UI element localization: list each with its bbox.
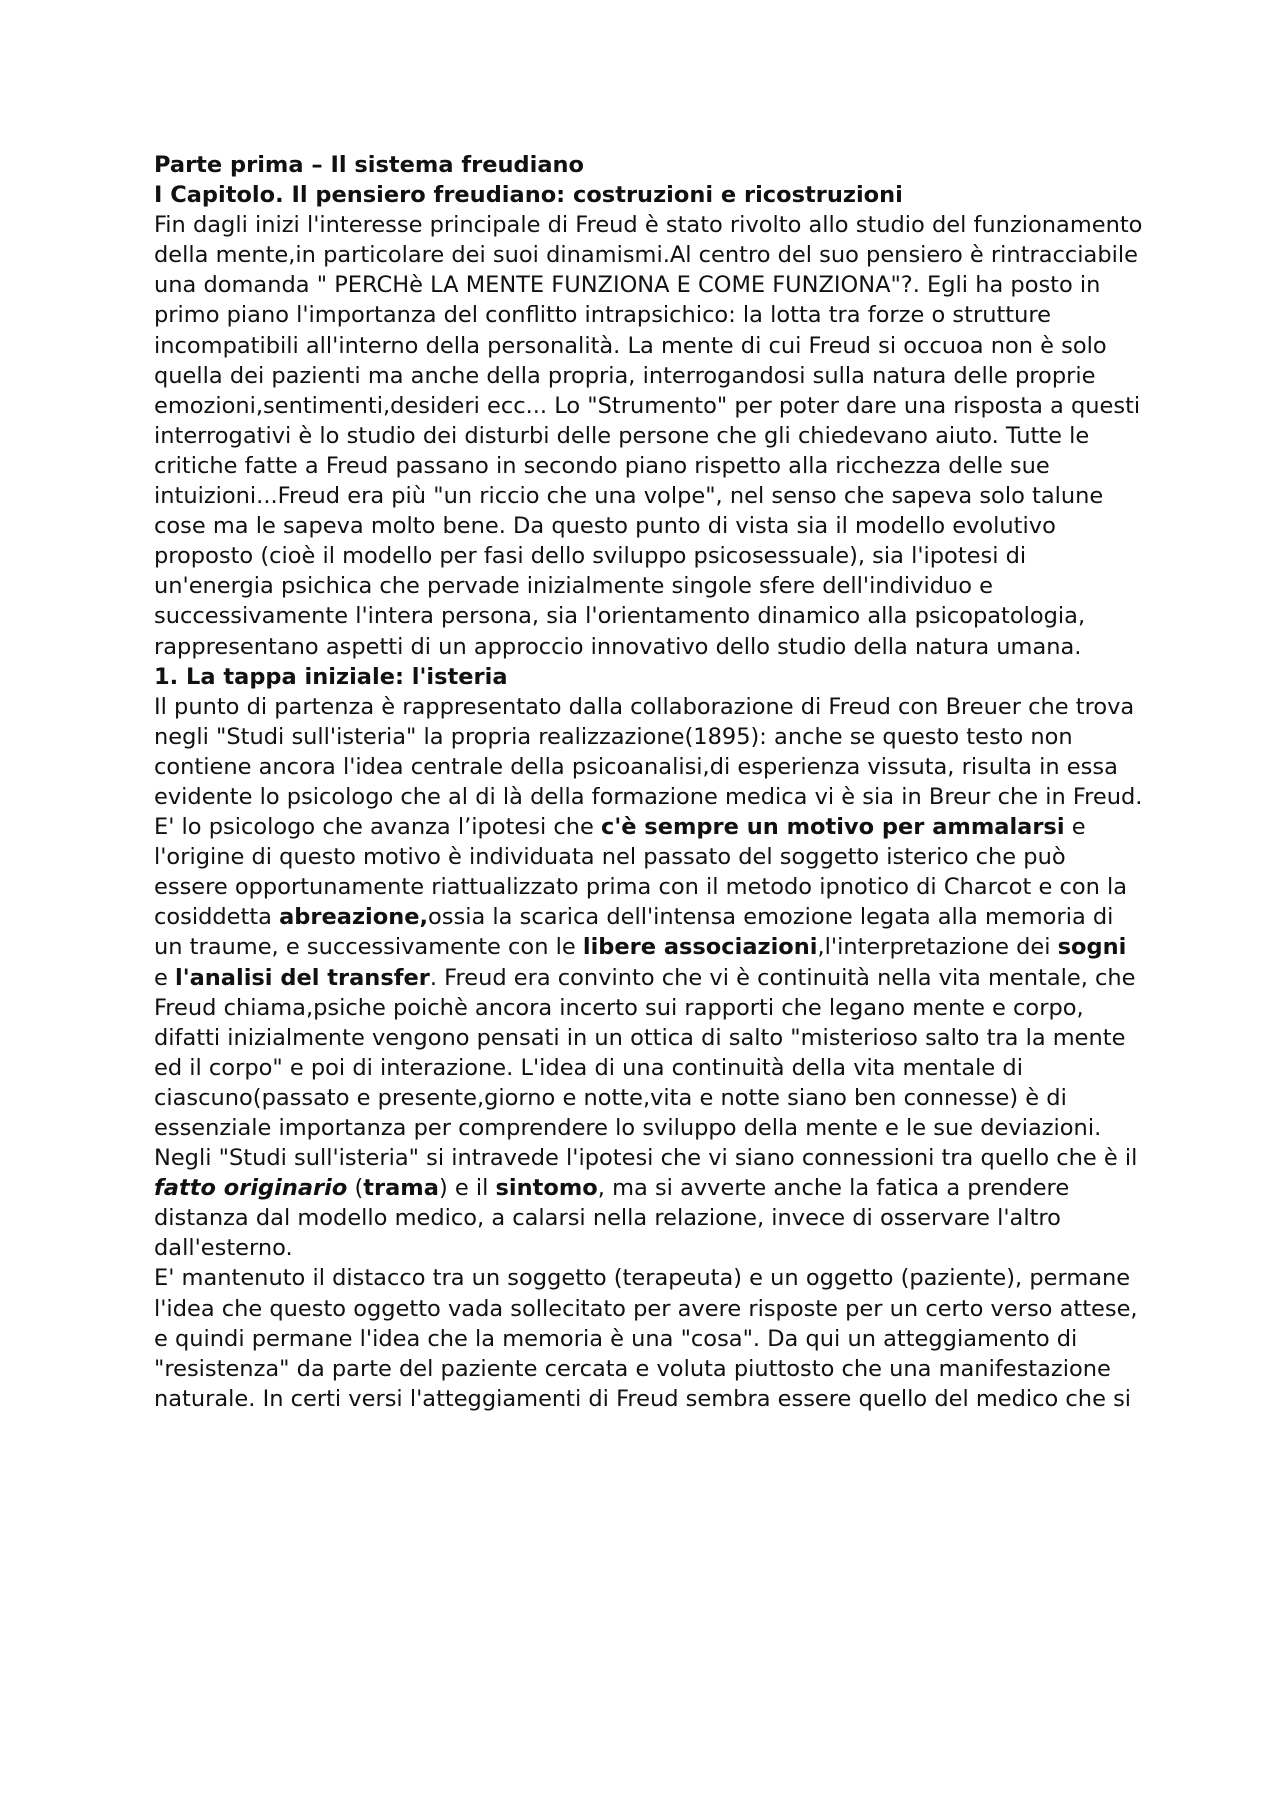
text-run: e l'origine di questo motivo è individuata nel passato del soggetto isterico che può essere opportunamente riattualizzato prima con il metodo ipnotico di Charcot e con la cosiddetta <box>154 814 1128 931</box>
bold-phrase: trama <box>363 1175 439 1202</box>
text-run: . Freud era convinto che vi è continuità nella vita mentale, che Freud chiama,psiche poichè ancora incerto sui rapporti che legano mente e corpo, difatti inizialmente vengono pensati in un ottica di salto "misterioso salto tra la mente ed il corpo" e poi di interazione. L'idea di una continuità della vita mentale di ciascuno(passato e presente,giorno e notte,vita e notte siano ben connesse) è di essenziale importanza per comprendere lo sviluppo della mente e le sue deviazioni. Negli "Studi sull'isteria" si intravede l'ipotesi che vi siano connessioni tra quello che è il <box>154 964 1138 1172</box>
bold-phrase: libere associazioni <box>582 934 818 961</box>
bold-phrase: sintomo <box>495 1175 598 1202</box>
section-title: 1. La tappa iniziale: l'isteria <box>154 663 508 690</box>
text-run: ) e il <box>438 1175 496 1202</box>
text-run: ( <box>347 1175 364 1202</box>
text-run: Il punto di partenza è rappresentato dalla collaborazione di Freud con Breuer che trova negli "Studi sull'isteria" la propria realizzazione(1895): anche se questo testo non contiene ancora l'idea centrale della psicoanalisi,di esperienza vissuta, risulta in essa evidente lo psicologo che al di là della formazione medica vi è sia in Breur che in Freud. E' lo psicologo che avanza l’ipotesi che <box>154 693 1143 841</box>
text-run: , ma si avverte anche la fatica a prendere distanza dal modello medico, a calarsi nella relazione, invece di osservare l'altro dall'esterno. <box>154 1175 1070 1262</box>
part-title: Parte prima – Il sistema freudiano <box>154 152 585 178</box>
text-run: ossia la scarica dell'intensa emozione legata alla memoria di un traume, e successivamente con le <box>154 904 1114 961</box>
final-paragraph: E' mantenuto il distacco tra un soggetto (terapeuta) e un oggetto (paziente), permane l'idea che questo oggetto vada sollecitato per avere risposte per un certo verso attese, e quindi permane l'idea che la memoria è una "cosa". Da qui un atteggiamento di "resistenza" da parte del paziente cercata e voluta piuttosto che una manifestazione naturale. In certi versi l'atteggiamenti di Freud sembra essere quello del medico che si <box>154 1265 1138 1412</box>
section-paragraph <box>154 692 1144 1264</box>
bold-italic-phrase: fatto originario <box>154 1175 348 1202</box>
text-run: e <box>154 964 175 991</box>
text-run: ,l'interpretazione dei <box>817 934 1058 961</box>
bold-phrase: abreazione, <box>279 904 429 931</box>
bold-phrase: sogni <box>1057 934 1127 961</box>
intro-paragraph: Fin dagli inizi l'interesse principale di Freud è stato rivolto allo studio del funzionamento della mente,in particolare dei suoi dinamismi.Al centro del suo pensiero è rintracciabile una domanda " PERCHè LA MENTE FUNZIONA E COME FUNZIONA"?. Egli ha posto in primo piano l'importanza del conflitto intrapsichico: la lotta tra forze o strutture incompatibili all'interno della personalità. La mente di cui Freud si occuoa non è solo quella dei pazienti ma anche della propria, interrogandosi sulla natura delle proprie emozioni,sentimenti,desideri ecc... Lo "Strumento" per poter dare una risposta a questi interrogativi è lo studio dei disturbi delle persone che gli chiedevano aiuto. Tutte le critiche fatte a Freud passano in secondo piano rispetto alla ricchezza delle sue intuizioni...Freud era più "un riccio che una volpe", nel senso che sapeva solo talune cose ma le sapeva molto bene. Da questo punto di vista sia il modello evolutivo proposto (cioè il modello per fasi dello sviluppo psicosessuale), sia l'ipotesi di un'energia psichica che pervade inizialmente singole sfere dell'individuo e successivamente l'intera persona, sia l'orientamento dinamico alla psicopatologia, rappresentano aspetti di un approccio innovativo dello studio della natura umana. <box>154 212 1143 660</box>
chapter-title: I Capitolo. Il pensiero freudiano: costruzioni e ricostruzioni <box>154 182 903 209</box>
bold-phrase: c'è sempre un motivo per ammalarsi <box>600 814 1065 841</box>
document-page <box>154 150 1144 1414</box>
bold-phrase: l'analisi del transfer <box>175 964 430 991</box>
